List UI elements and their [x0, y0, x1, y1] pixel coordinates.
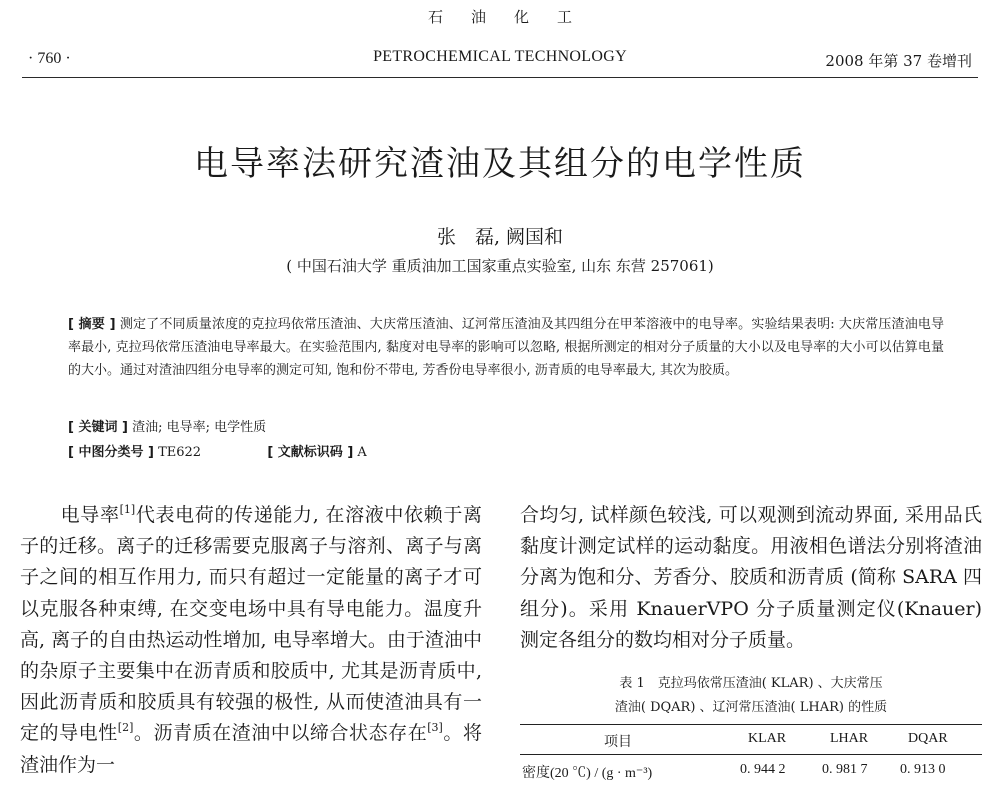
reference-marker[interactable]: [3] — [427, 721, 443, 735]
body-column-right — [520, 500, 982, 656]
body-text: 代表电荷的传递能力, 在溶液中依赖于离子的迁移。离子的迁移需要克服离子与溶剂、离子与离子之间的相互作用力, 而只有超过一定能量的离子才可以克服各种束缚, 在交变电场中具有导电能力。温度升高, 离子的自由热运动性增加, 电导率增大。由于渣油中的杂原子主要集中在沥青质和胶质中, 尤其是沥青质中, 因此沥青质和胶质具有较强的极性, 从而使渣油具有一定的导电性 — [20, 504, 482, 745]
body-text: 合均匀, 试样颜色较浅, 可以观测到流动界面, 采用品氏黏度计测定试样的运动黏度。用液相色谱法分别将渣油分离为饱和分、芳香分、胶质和沥青质 (简称 SARA 四组分)。采用 KnauerVPO 分子质量测定仪(Knauer)测定各组分的数均相对分子质量。 — [520, 504, 982, 651]
table-rule-top — [520, 724, 982, 725]
article-affiliation: ( 中国石油大学 重质油加工国家重点实验室, 山东 东营 257061) — [286, 257, 714, 275]
table-cell-lhar: 0. 981 7 — [822, 762, 868, 777]
keywords-text: 渣油; 电导率; 电学性质 — [132, 420, 267, 435]
clc-value: TE622 — [158, 445, 202, 460]
table-caption-line: 表 1 克拉玛依常压渣油( KLAR) 、大庆常压 — [619, 676, 883, 691]
table-header-dqar: DQAR — [908, 731, 948, 746]
body-column-left — [20, 500, 482, 781]
table-cell-dqar: 0. 913 0 — [900, 762, 946, 777]
journal-name-cn: 石油化工 — [427, 8, 600, 26]
body-text: 电导率 — [60, 504, 120, 526]
page-number: · 760 · — [28, 50, 71, 67]
table-header-item: 项目 — [604, 735, 632, 750]
article-title: 电导率法研究渣油及其组分的电学性质 — [194, 144, 806, 184]
keywords-label: [ 关键词 ] — [68, 420, 128, 435]
abstract-text: 测定了不同质量浓度的克拉玛依常压渣油、大庆常压渣油、辽河常压渣油及其四组分在甲苯溶液中的电导率。实验结果表明: 大庆常压渣油电导率最小, 克拉玛依常压渣油电导率最大。在实验范围内, 黏度对电导率的影响可以忽略, 根据所测定的相对分子质量的大小以及电导率的大小可以估算电量的大小。通过对渣油四组分电导率的测定可知, 饱和份不带电, 芳香份电导率很小, 沥青质的电导率最大, 其次为胶质。 — [68, 317, 945, 378]
body-text: 。沥青质在渣油中以缔合状态存在 — [133, 722, 428, 745]
abstract-label: [ 摘要 ] — [68, 317, 116, 332]
table-header-klar: KLAR — [748, 731, 787, 746]
table-header-lhar: LHAR — [830, 731, 869, 746]
keywords — [68, 416, 266, 435]
table-cell-klar: 0. 944 2 — [740, 762, 786, 777]
classification — [68, 441, 367, 460]
table-rule-mid — [520, 754, 982, 755]
clc-label: [ 中图分类号 ] — [68, 445, 154, 460]
table-caption — [520, 672, 982, 720]
reference-marker[interactable]: [2] — [117, 721, 134, 735]
abstract — [68, 313, 944, 382]
body-text: 。将渣油作为一 — [20, 722, 482, 776]
doc-code-label: [ 文献标识码 ] — [267, 445, 354, 460]
table-cell-item: 密度(20 ℃) / (g · m⁻³) — [522, 766, 653, 781]
reference-marker[interactable]: [1] — [119, 503, 136, 516]
header-rule — [22, 77, 978, 78]
article-authors: 张 磊, 阙国和 — [436, 226, 564, 248]
issue-info: 2008 年第 37 卷增刊 — [825, 52, 972, 70]
journal-name-en: PETROCHEMICAL TECHNOLOGY — [373, 48, 627, 65]
table-caption-line: 渣油( DQAR) 、辽河常压渣油( LHAR) 的性质 — [614, 700, 888, 715]
doc-code-value: A — [357, 445, 367, 460]
